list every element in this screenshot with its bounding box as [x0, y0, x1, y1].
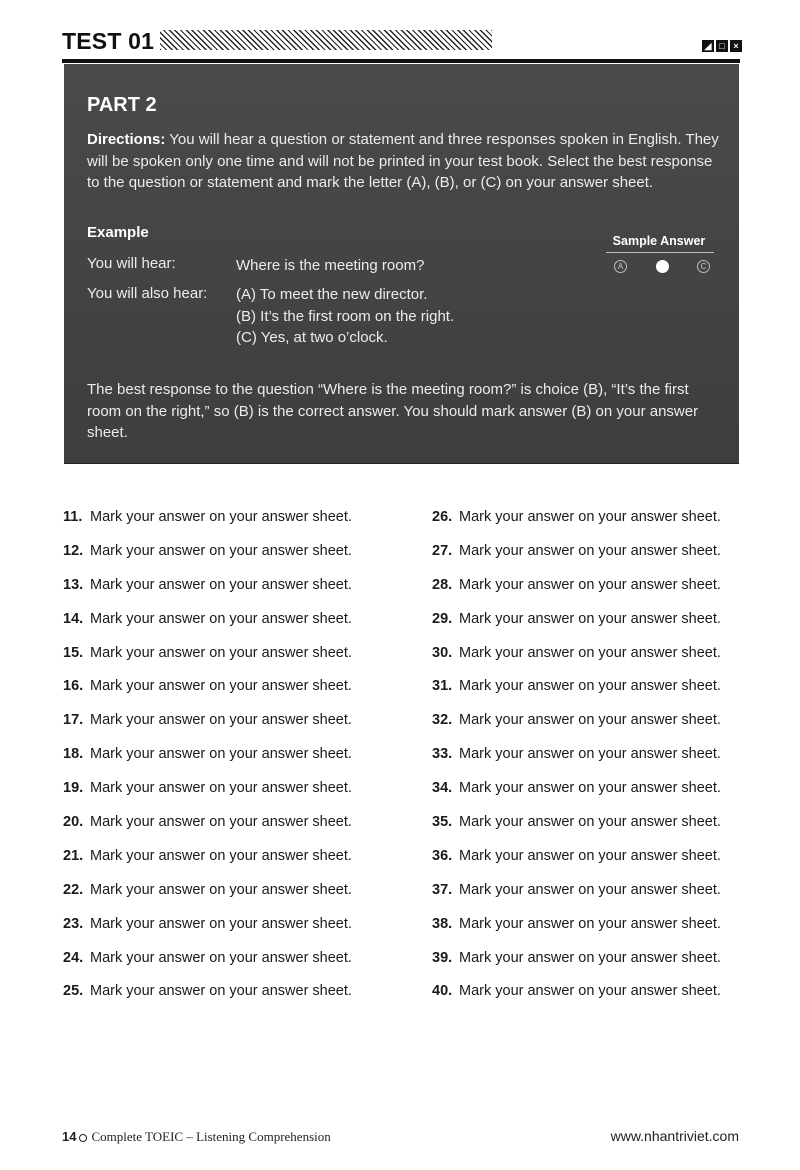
question-text: Mark your answer on your answer sheet. — [90, 881, 352, 898]
question-item — [432, 950, 721, 984]
question-number: 15. — [63, 644, 84, 661]
question-item — [63, 882, 352, 916]
question-item — [63, 509, 352, 543]
explanation-text — [87, 379, 717, 444]
questions-left-column — [63, 509, 352, 1017]
question-item — [432, 983, 721, 1017]
directions-label: Directions: — [87, 131, 166, 148]
question-item — [432, 678, 721, 712]
question-text: Mark your answer on your answer sheet. — [459, 780, 721, 797]
question-text: Mark your answer on your answer sheet. — [90, 780, 352, 797]
question-number: 24. — [63, 949, 84, 966]
test-title: TEST 01 — [62, 28, 155, 54]
question-text: Mark your answer on your answer sheet. — [459, 881, 721, 898]
question-text: Mark your answer on your answer sheet. — [459, 814, 721, 831]
question-number: 20. — [63, 814, 84, 831]
hatch-decoration — [160, 30, 492, 50]
question-item — [432, 509, 721, 543]
question-text: Mark your answer on your answer sheet. — [459, 576, 721, 593]
question-item — [63, 611, 352, 645]
question-item — [63, 543, 352, 577]
question-number: 31. — [432, 678, 453, 695]
directions-line: to the question or statement and mark the letter (A), (B), or (C) on your answer sheet. — [87, 174, 654, 191]
question-text: Mark your answer on your answer sheet. — [90, 678, 352, 695]
question-text: Mark your answer on your answer sheet. — [459, 610, 721, 627]
question-number: 32. — [432, 712, 453, 729]
question-item — [432, 577, 721, 611]
question-item — [63, 678, 352, 712]
question-number: 11. — [63, 509, 83, 525]
question-item — [63, 983, 352, 1017]
question-item — [63, 712, 352, 746]
sample-answer-label: Sample Answer — [612, 234, 706, 248]
close-icon: × — [730, 40, 742, 52]
also-hear-label: You will also hear: — [87, 285, 208, 302]
question-text: Mark your answer on your answer sheet. — [90, 983, 352, 1000]
question-item — [63, 814, 352, 848]
question-text: Mark your answer on your answer sheet. — [90, 949, 352, 966]
question-text: Mark your answer on your answer sheet. — [459, 678, 721, 695]
question-text: Mark your answer on your answer sheet. — [90, 576, 352, 593]
question-number: 12. — [63, 542, 84, 559]
explanation-line: The best response to the question “Where is the meeting room?” is choice (B), “It’s the first — [87, 381, 689, 398]
maximize-icon: □ — [716, 40, 728, 52]
question-item — [63, 848, 352, 882]
explanation-line: sheet. — [87, 424, 128, 441]
question-text: Mark your answer on your answer sheet. — [90, 610, 352, 627]
bubble-a: A — [614, 260, 627, 273]
question-text: Mark your answer on your answer sheet. — [459, 644, 721, 661]
question-number: 28. — [432, 576, 453, 593]
question-text: Mark your answer on your answer sheet. — [459, 542, 721, 559]
page-number: 14 — [62, 1129, 77, 1144]
question-text: Mark your answer on your answer sheet. — [90, 509, 352, 525]
question-text: Mark your answer on your answer sheet. — [90, 746, 352, 763]
directions-line: Directions: You will hear a question or statement and three responses spoken in English. They — [87, 131, 719, 148]
question-text: Mark your answer on your answer sheet. — [90, 814, 352, 831]
question-number: 21. — [63, 847, 84, 864]
website-link: www.nhantriviet.com — [610, 1128, 739, 1144]
question-item — [63, 950, 352, 984]
question-number: 19. — [63, 780, 84, 797]
question-number: 14. — [63, 610, 84, 627]
question-text: Mark your answer on your answer sheet. — [459, 746, 721, 763]
question-text: Mark your answer on your answer sheet. — [90, 847, 352, 864]
question-item — [432, 543, 721, 577]
window-icons — [702, 40, 742, 52]
example-options — [236, 284, 454, 349]
directions-line: will be spoken only one time and will not be printed in your test book. Select the best response — [87, 152, 713, 170]
question-number: 37. — [432, 881, 453, 898]
question-number: 16. — [63, 678, 84, 695]
header-rule — [62, 59, 740, 63]
question-text: Mark your answer on your answer sheet. — [459, 915, 721, 932]
question-number: 35. — [432, 814, 453, 831]
questions-right-column — [432, 509, 721, 1017]
question-text: Mark your answer on your answer sheet. — [459, 847, 721, 864]
directions-panel — [64, 64, 739, 464]
question-item — [432, 780, 721, 814]
question-item — [432, 916, 721, 950]
question-number: 39. — [432, 949, 453, 966]
question-number: 22. — [63, 881, 84, 898]
question-item — [432, 882, 721, 916]
part-title: PART 2 — [87, 94, 157, 116]
bubble-c: C — [697, 260, 710, 273]
question-number: 27. — [432, 542, 453, 559]
edit-icon: ◢ — [702, 40, 714, 52]
question-number: 36. — [432, 847, 453, 864]
question-number: 30. — [432, 644, 453, 661]
question-text: Mark your answer on your answer sheet. — [90, 542, 352, 559]
question-number: 40. — [432, 983, 453, 1000]
question-number: 34. — [432, 780, 453, 797]
question-text: Mark your answer on your answer sheet. — [459, 949, 721, 966]
question-item — [63, 577, 352, 611]
page-header — [62, 26, 742, 60]
question-text: Mark your answer on your answer sheet. — [459, 509, 721, 525]
circle-bullet-icon — [79, 1134, 87, 1142]
question-item — [432, 746, 721, 780]
question-number: 26. — [432, 509, 453, 525]
question-item — [63, 780, 352, 814]
question-text: Mark your answer on your answer sheet. — [90, 712, 352, 729]
book-title: Complete TOEIC – Listening Comprehension — [91, 1129, 331, 1144]
question-text: Mark your answer on your answer sheet. — [90, 915, 352, 932]
question-item — [432, 848, 721, 882]
question-item — [432, 611, 721, 645]
sample-answer-bubbles — [614, 260, 710, 273]
sample-answer-divider — [606, 252, 714, 253]
example-option: (C) Yes, at two o’clock. — [236, 329, 388, 346]
question-text: Mark your answer on your answer sheet. — [459, 712, 721, 729]
question-text: Mark your answer on your answer sheet. — [459, 983, 721, 1000]
example-label: Example — [87, 224, 149, 241]
question-number: 33. — [432, 746, 453, 763]
question-number: 18. — [63, 746, 84, 763]
question-item — [432, 814, 721, 848]
footer-book — [62, 1129, 331, 1145]
question-text: Mark your answer on your answer sheet. — [90, 644, 352, 661]
question-number: 23. — [63, 915, 84, 932]
example-option: (A) To meet the new director. — [236, 286, 428, 303]
question-item — [63, 746, 352, 780]
question-item — [63, 916, 352, 950]
hear-label: You will hear: — [87, 255, 176, 272]
hear-text: Where is the meeting room? — [236, 257, 425, 274]
question-number: 38. — [432, 915, 453, 932]
bubble-b-filled: B — [656, 260, 669, 273]
example-option: (B) It’s the first room on the right. — [236, 307, 455, 325]
question-number: 17. — [63, 712, 84, 729]
question-item — [432, 712, 721, 746]
directions-text — [87, 129, 727, 194]
explanation-line: room on the right,” so (B) is the correct answer. You should mark answer (B) on your answer — [87, 402, 699, 420]
question-item — [63, 645, 352, 679]
question-item — [432, 645, 721, 679]
question-number: 29. — [432, 610, 453, 627]
question-number: 25. — [63, 983, 84, 1000]
question-number: 13. — [63, 576, 84, 593]
